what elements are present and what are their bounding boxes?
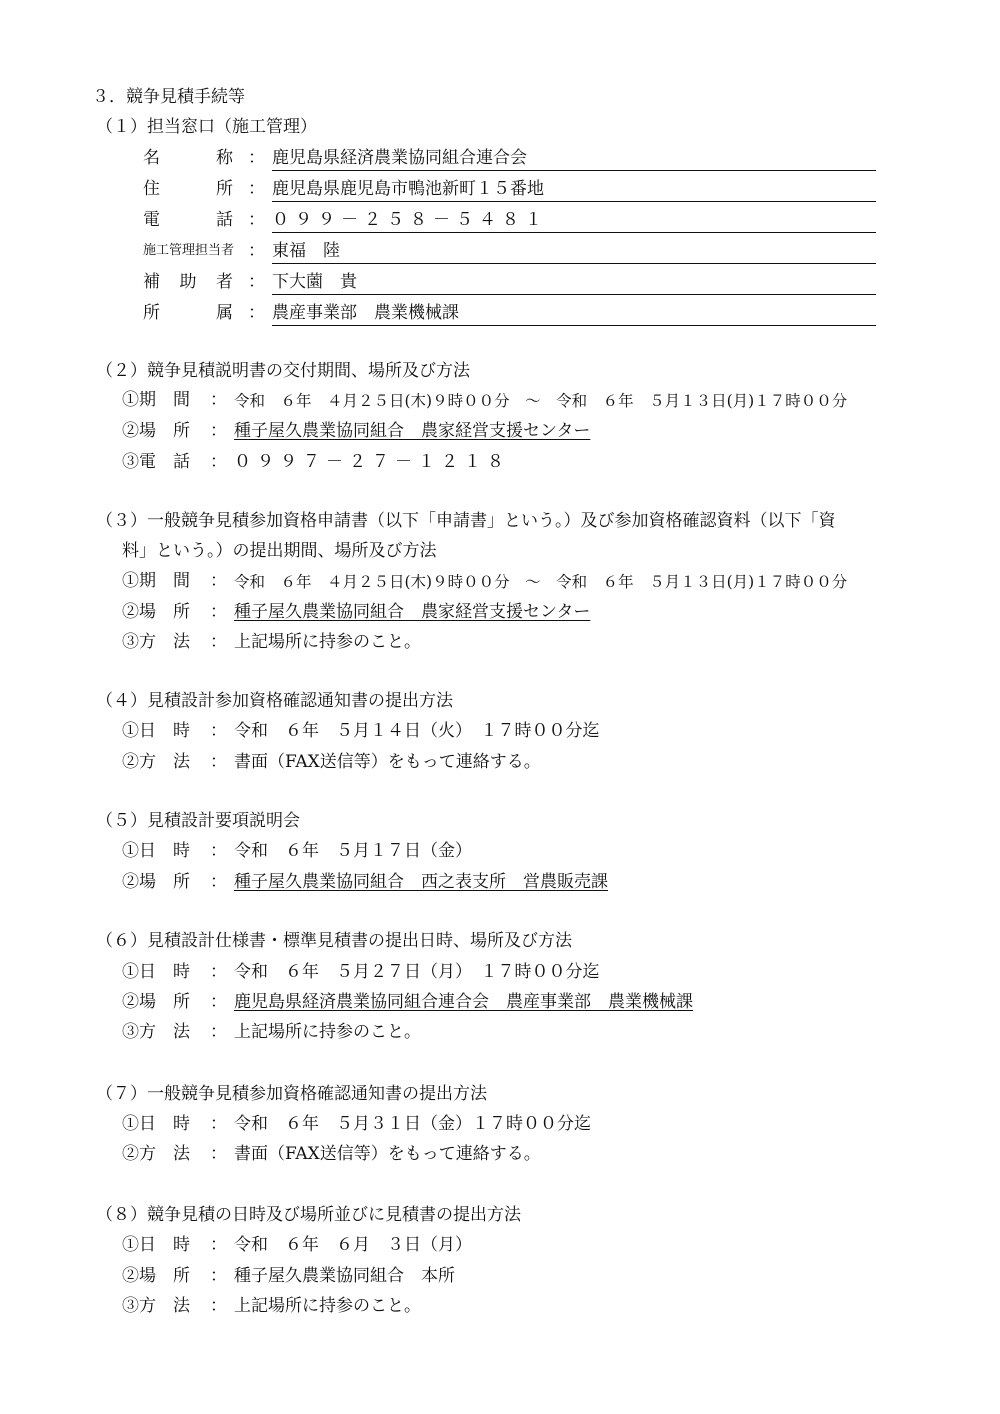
colon: ： <box>210 872 227 892</box>
field-label-assistant: 補 助 者 <box>143 272 233 292</box>
field-label-phone: 電 話 <box>143 210 233 230</box>
colon: ： <box>210 602 227 622</box>
s3-label-period: ①期 間 <box>122 571 190 591</box>
s5-label-place: ②場 所 <box>122 872 190 892</box>
s2-value-period: 令和 ６年 ４月２５日(木)９時００分 ～ 令和 ６年 ５月１３日(月)１７時００分 <box>234 392 848 410</box>
section-title: ３．競争見積手続等 <box>92 87 245 107</box>
colon: ： <box>210 1235 227 1255</box>
s1-heading: （１）担当窓口（施工管理） <box>96 117 317 137</box>
s7-heading: （７）一般競争見積参加資格確認通知書の提出方法 <box>96 1084 487 1104</box>
s6-label-place: ②場 所 <box>122 992 190 1012</box>
colon: ： <box>210 962 227 982</box>
s6-label-datetime: ①日 時 <box>122 962 190 982</box>
s6-value-place: 鹿児島県経済農業協同組合連合会 農産事業部 農業機械課 <box>234 992 693 1012</box>
colon: ： <box>210 1114 227 1134</box>
s7-label-datetime: ①日 時 <box>122 1114 190 1134</box>
s2-heading: （２）競争見積説明書の交付期間、場所及び方法 <box>96 361 470 381</box>
s7-value-datetime: 令和 ６年 ５月３１日（金）１７時００分迄 <box>234 1114 591 1134</box>
s8-label-datetime: ①日 時 <box>122 1235 190 1255</box>
s3-value-method: 上記場所に持参のこと。 <box>234 632 421 652</box>
colon: ： <box>210 421 227 441</box>
s8-value-method: 上記場所に持参のこと。 <box>234 1296 421 1316</box>
s7-label-method: ②方 法 <box>122 1144 190 1164</box>
s8-value-place: 種子屋久農業協同組合 本所 <box>234 1266 455 1286</box>
field-value-name: 鹿児島県経済農業協同組合連合会 <box>272 147 876 171</box>
colon: ： <box>210 1144 227 1164</box>
colon: ： <box>210 632 227 652</box>
colon: ： <box>248 241 265 261</box>
field-value-assistant: 下大薗 貴 <box>272 271 876 295</box>
s2-label-period: ①期 間 <box>122 390 190 410</box>
field-value-department: 農産事業部 農業機械課 <box>272 302 876 326</box>
colon: ： <box>210 752 227 772</box>
field-value-manager: 東福 陸 <box>272 240 876 264</box>
s8-value-datetime: 令和 ６年 ６月 ３日（月） <box>234 1235 472 1255</box>
s2-label-place: ②場 所 <box>122 421 190 441</box>
s4-heading: （４）見積設計参加資格確認通知書の提出方法 <box>96 691 453 711</box>
s8-heading: （８）競争見積の日時及び場所並びに見積書の提出方法 <box>96 1205 521 1225</box>
s2-label-phone: ③電 話 <box>122 452 190 472</box>
s8-label-place: ②場 所 <box>122 1266 190 1286</box>
colon: ： <box>210 571 227 591</box>
colon: ： <box>248 272 265 292</box>
s6-heading: （６）見積設計仕様書・標準見積書の提出日時、場所及び方法 <box>96 931 572 951</box>
s6-value-method: 上記場所に持参のこと。 <box>234 1022 421 1042</box>
s4-value-datetime: 令和 ６年 ５月１４日（火） １７時００分迄 <box>234 721 600 741</box>
colon: ： <box>210 992 227 1012</box>
s3-heading-line1: （３）一般競争見積参加資格申請書（以下「申請書」という。）及び参加資格確認資料（以下「資 <box>96 511 836 531</box>
s5-heading: （５）見積設計要項説明会 <box>96 811 300 831</box>
colon: ： <box>210 1296 227 1316</box>
field-value-address: 鹿児島県鹿児島市鴨池新町１５番地 <box>272 178 876 202</box>
s3-heading-line2: 料」という。）の提出期間、場所及び方法 <box>122 541 437 561</box>
colon: ： <box>210 1022 227 1042</box>
s8-label-method: ③方 法 <box>122 1296 190 1316</box>
s6-label-method: ③方 法 <box>122 1022 190 1042</box>
s4-label-datetime: ①日 時 <box>122 721 190 741</box>
colon: ： <box>210 452 227 472</box>
s3-value-place: 種子屋久農業協同組合 農家経営支援センター <box>234 602 591 622</box>
colon: ： <box>248 303 265 323</box>
colon: ： <box>210 390 227 410</box>
s5-value-place: 種子屋久農業協同組合 西之表支所 営農販売課 <box>234 872 608 892</box>
field-label-manager: 施工管理担当者 <box>143 243 235 258</box>
s4-value-method: 書面（FAX送信等）をもって連絡する。 <box>234 752 541 772</box>
colon: ： <box>210 841 227 861</box>
s3-value-period: 令和 ６年 ４月２５日(木)９時００分 ～ 令和 ６年 ５月１３日(月)１７時００分 <box>234 573 848 591</box>
colon: ： <box>248 179 265 199</box>
s4-label-method: ②方 法 <box>122 752 190 772</box>
s7-value-method: 書面（FAX送信等）をもって連絡する。 <box>234 1144 541 1164</box>
colon: ： <box>210 721 227 741</box>
s2-value-phone: ０９９７－２７－１２１８ <box>234 452 510 472</box>
colon: ： <box>248 210 265 230</box>
field-value-phone: ０９９－２５８－５４８１ <box>272 209 876 233</box>
s3-label-place: ②場 所 <box>122 602 190 622</box>
colon: ： <box>210 1266 227 1286</box>
s3-label-method: ③方 法 <box>122 632 190 652</box>
colon: ： <box>248 148 265 168</box>
field-label-department: 所 属 <box>143 303 233 323</box>
s2-value-place: 種子屋久農業協同組合 農家経営支援センター <box>234 421 591 441</box>
field-label-address: 住 所 <box>143 179 233 199</box>
s6-value-datetime: 令和 ６年 ５月２７日（月） １７時００分迄 <box>234 962 600 982</box>
s5-value-datetime: 令和 ６年 ５月１７日（金） <box>234 841 472 861</box>
field-label-name: 名 称 <box>143 148 233 168</box>
s5-label-datetime: ①日 時 <box>122 841 190 861</box>
